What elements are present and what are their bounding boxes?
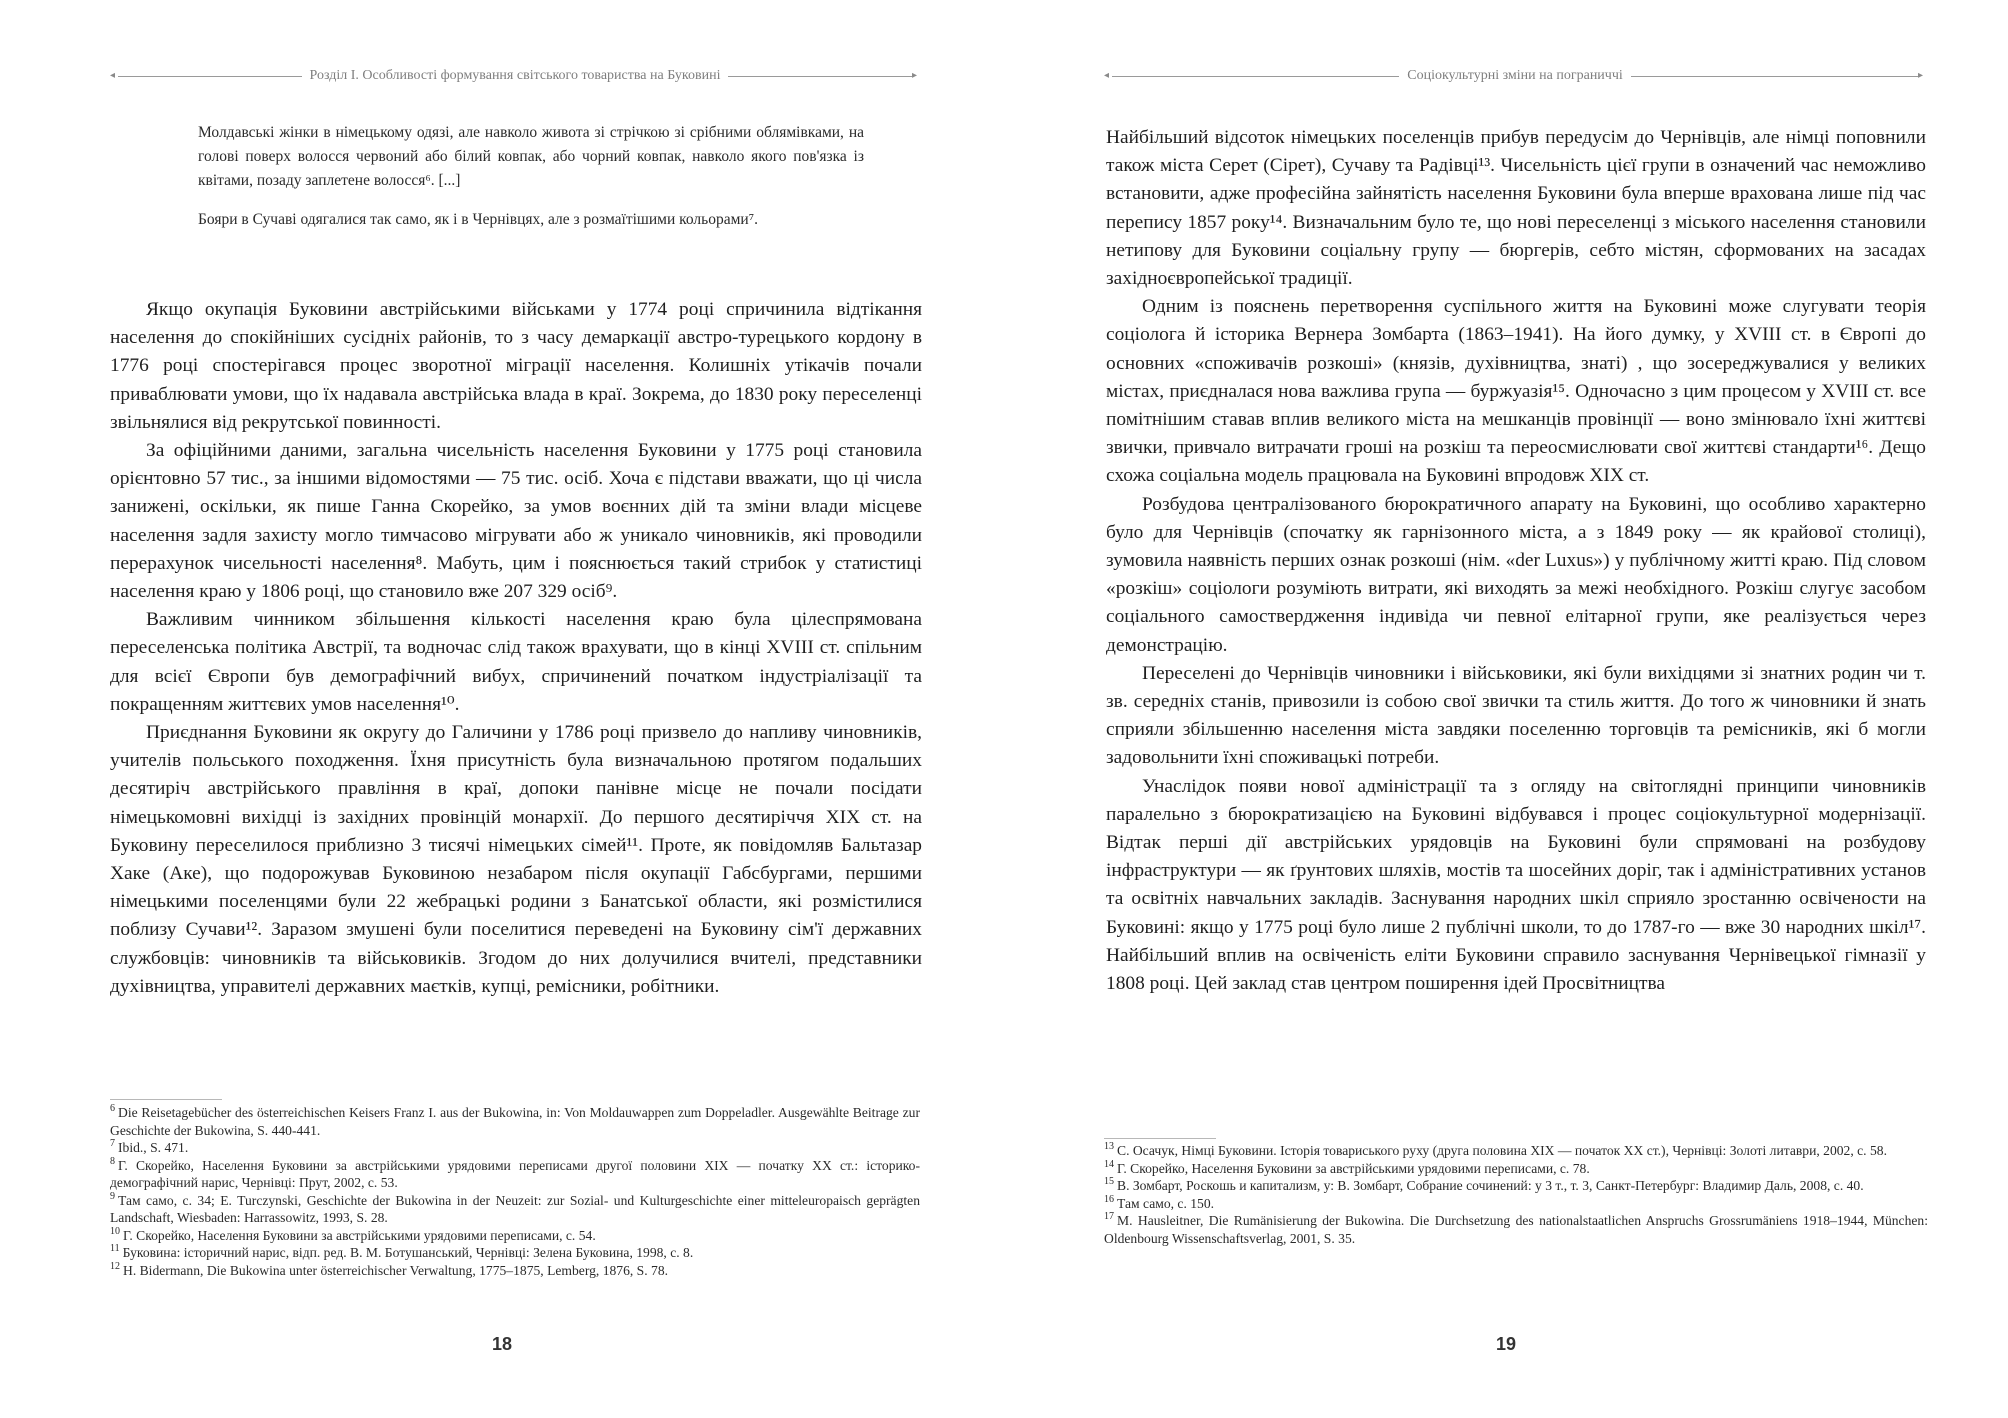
quote-paragraph: Бояри в Сучаві одягалися так само, як і в Чернівцях, але з розмаїтішими кольорами⁷. bbox=[198, 211, 758, 228]
footnote: $^9$ Там само, с. 34; E. Turczynski, Geschichte der Bukowina in der Neuzeit: zur Sozial- und Kulturgeschichte einer mitteleuropaisch geprägten Landschaft, Wiesbaden: Harrassowitz, 1993, S. 28. bbox=[110, 1190, 920, 1225]
footnote: $^{13}$ С. Осачук, Німці Буковини. Історія товариського руху (друга половина XIX — початок XX ст.), Чернівці: Золоті литаври, 2002, с. 58. bbox=[1104, 1141, 1887, 1158]
block-quote bbox=[198, 121, 864, 193]
left-body-text bbox=[110, 296, 922, 1001]
footnote-rule bbox=[110, 1099, 222, 1100]
running-head-rule bbox=[1112, 76, 1399, 77]
right-running-head bbox=[1104, 66, 1926, 86]
ornament-icon: ◂ bbox=[1104, 70, 1110, 81]
page-number: 19 bbox=[1495, 1334, 1517, 1354]
footnote: $^{11}$ Буковина: історичний нарис, відп. ред. В. М. Ботушанський, Чернівці: Зелена Буковина, 1998, с. 8. bbox=[110, 1243, 694, 1260]
block-quote bbox=[198, 208, 864, 232]
running-head-rule bbox=[118, 76, 302, 77]
paragraph: За офіційними даними, загальна чисельність населення Буковини у 1775 році становила орієнтовно 57 тис., за іншими відомостями — 75 тис. осіб. Хоча є підстави вважати, що ці числа занижені, оскільки, як пише Ганна Скорейко, за умов воєнних дій та зміни влади місцеве населення задля захисту могло тимчасово мігрувати або ж уникало чиновників, які проводили перерахунок чисельності населення⁸. Мабуть, цим і пояснюється такий стрибок у статистиці населення краю у 1806 році, що становило вже 207 329 осіб⁹. bbox=[110, 440, 922, 603]
left-running-head bbox=[110, 66, 920, 86]
paragraph: Унаслідок появи нової адміністрації та з огляду на світоглядні принципи чиновників паралельно з бюрократизацією на Буковині відбувався і процес соціокультурної модернізації. Відтак перші дії австрійських урядовців на Буковині були спрямовані на розбудову інфраструктури — як ґрунтових шляхів, мостів та шосейних доріг, так і адміністративних установ та освітніх навчальних закладів. Заснування народних шкіл сприяло зростанню освічености на Буковині: якщо у 1775 році було лише 2 публічні школи, то до 1787-го — вже 30 народних шкіл¹⁷. Найбільший вплив на освіченість еліти Буковини справило заснування Чернівецької гімназії у 1808 році. Цей заклад став центром поширення ідей Просвітництва bbox=[1106, 775, 1926, 995]
footnote: $^8$ Г. Скорейко, Населення Буковини за австрійськими урядовими переписами другої половини XIX — початку XX ст.: історико-демографічний нарис, Чернівці: Прут, 2002, с. 53. bbox=[110, 1155, 920, 1190]
right-body-text bbox=[1106, 124, 1926, 998]
footnote: $^{14}$ Г. Скорейко, Населення Буковини за австрійськими урядовими переписами, с. 78. bbox=[1104, 1158, 1590, 1176]
footnote: $^{10}$ Г. Скорейко, Населення Буковини за австрійськими урядовими переписами, с. 54. bbox=[110, 1225, 596, 1243]
ornament-icon: ▸ bbox=[912, 70, 918, 81]
paragraph: Найбільший відсоток німецьких поселенців прибув передусім до Чернівців, але німці поповнили також міста Серет (Сірет), Сучаву та Радівці¹³. Чисельність цієї групи в означений час неможливо встановити, адже професійна зайнятість населення Буковини була вперше врахована лише під час перепису 1857 року¹⁴. Визначальним було те, що нові переселенці з міського населення становили нетипову для Буковини соціальну групу — бюргерів, себто містян, сформованих на засадах західноєвропейської традиції. bbox=[1106, 127, 1926, 290]
paragraph: Одним із пояснень перетворення суспільного життя на Буковині може слугувати теорія соціолога й історика Вернера Зомбарта (1863–1941). На його думку, у XVIII ст. в Європі до основних «споживачів розкоші» (князів, духівництва, знаті) , що зосереджувалися у великих містах, приєдналася нова важлива група — буржуазія¹⁵. Одночасно з цим процесом у XVIII ст. все помітнішим ставав вплив великого міста на мешканців провінції — воно змінювало їхні життєві звички, привчало витрачати гроші на розкіш та переосмислювати свої життєві стандарти¹⁶. Дещо схожа соціальна модель працювала на Буковині впродовж XIX ст. bbox=[1106, 296, 1926, 487]
ornament-icon: ◂ bbox=[110, 70, 116, 81]
right-footnotes bbox=[1104, 1142, 1928, 1247]
footnote: $^7$ Ibid., S. 471. bbox=[110, 1138, 189, 1155]
footnote-rule bbox=[1104, 1138, 1216, 1139]
ornament-icon: ▸ bbox=[1918, 70, 1924, 81]
footnote: $^{17}$ M. Hausleitner, Die Rumänisierung der Bukowina. Die Durchsetzung des nationalstaatlichen Anspruchs Grossrumäniens 1918–1944, München: Oldenbourg Wissenschaftsverlag, 2001, S. 35. bbox=[1104, 1211, 1928, 1246]
page-number: 18 bbox=[491, 1334, 513, 1354]
running-head-rule bbox=[728, 76, 912, 77]
footnote: $^{15}$ В. Зомбарт, Роскошь и капитализм, у: В. Зомбарт, Собрание сочинений: у 3 т., т. 3, Санкт-Петербург: Владимир Даль, 2008, с. 40. bbox=[1104, 1176, 1864, 1193]
running-head-title: Соціокультурні зміни на пограниччі bbox=[1407, 68, 1623, 83]
paragraph: Якщо окупація Буковини австрійськими військами у 1774 році спричинила відтікання населення до спокійніших сусідніх районів, то з часу демаркації австро-турецького кордону в 1776 році спостерігався процес зворотної міграції населення. Колишніх утікачів почали приваблювати умови, що їх надавала австрійська влада в краї. Зокрема, до 1830 року переселенці звільнялися від рекрутської повинності. bbox=[110, 299, 922, 433]
footnote: $^{16}$ Там само, с. 150. bbox=[1104, 1193, 1215, 1211]
right-page bbox=[1004, 0, 2008, 1418]
running-head-title: Розділ І. Особливості формування світського товариства на Буковині bbox=[309, 68, 721, 83]
footnote: $^{12}$ H. Bidermann, Die Bukowina unter österreichischer Verwaltung, 1775–1875, Lemberg, 1876, S. 78. bbox=[110, 1260, 669, 1278]
quote-paragraph: Молдавські жінки в німецькому одязі, але навколо живота зі стрічкою зі срібними облямівками, на голові поверх волосся червоний або білий ковпак, або чорний ковпак, навколо якого пов'язка із квітами, позаду заплетене волосся⁶. [...] bbox=[198, 124, 864, 189]
paragraph: Приєднання Буковини як округу до Галичини у 1786 році призвело до напливу чиновників, учителів польського походження. Їхня присутність була визначальною протягом подальших десятиріч австрійського правління в краї, допоки панівне місце не почали посідати німецькомовні вихідці із західних провінцій монархії. До першого десятиріччя XIX ст. на Буковину переселилося приблизно 3 тисячі німецьких сімей¹¹. Проте, як повідомляв Бальтазар Хаке (Аке), що подорожував Буковиною незабаром після окупації Габсбургами, першими німецькими поселенцями були 22 жебрацькі родини з Банатської области, які розмістилися поблизу Сучави¹². Заразом змушені були поселитися переведені на Буковину сім'ї державних службовців: чиновників та військовиків. Згодом до них долучилися вчителі, представники духівництва, управителі державних маєтків, купці, ремісники, робітники. bbox=[110, 722, 922, 997]
running-head-rule bbox=[1631, 76, 1918, 77]
paragraph: Важливим чинником збільшення кількості населення краю була цілеспрямована переселенська політика Австрії, та водночас слід також врахувати, що в кінці XVIII ст. спільним для всієї Європи був демографічний вибух, спричинений початком індустріалізації та покращенням життєвих умов населення¹⁰. bbox=[110, 609, 922, 715]
left-footnotes bbox=[110, 1104, 920, 1279]
paragraph: Переселені до Чернівців чиновники і військовики, які були вихідцями зі знатних родин чи т. зв. середніх станів, привозили із собою свої звички та стиль життя. До того ж чиновники й знать сприяли збільшенню населення міста завдяки поселенню торговців та ремісників, які б могли задовольнити їхні споживацькі потреби. bbox=[1106, 662, 1926, 769]
paragraph: Розбудова централізованого бюрократичного апарату на Буковині, що особливо характерно було для Чернівців (спочатку як гарнізонного міста, а з 1849 року — як крайової столиці), зумовила наявність перших ознак розкоші (нім. «der Luxus») у публічному житті краю. Під словом «розкіш» соціологи розуміють витрати, які виходять за межі необхідного. Розкіш слугує засобом соціального самоствердження індивіда чи певної елітарної групи, яке реалізується через демонстрацію. bbox=[1106, 493, 1926, 656]
footnote: $^6$ Die Reisetagebücher des österreichischen Keisers Franz I. aus der Bukowina, in: Von Moldauwappen zum Doppeladler. Ausgewählte Beitrage zur Geschichte der Bukowina, S. 440-441. bbox=[110, 1103, 920, 1138]
